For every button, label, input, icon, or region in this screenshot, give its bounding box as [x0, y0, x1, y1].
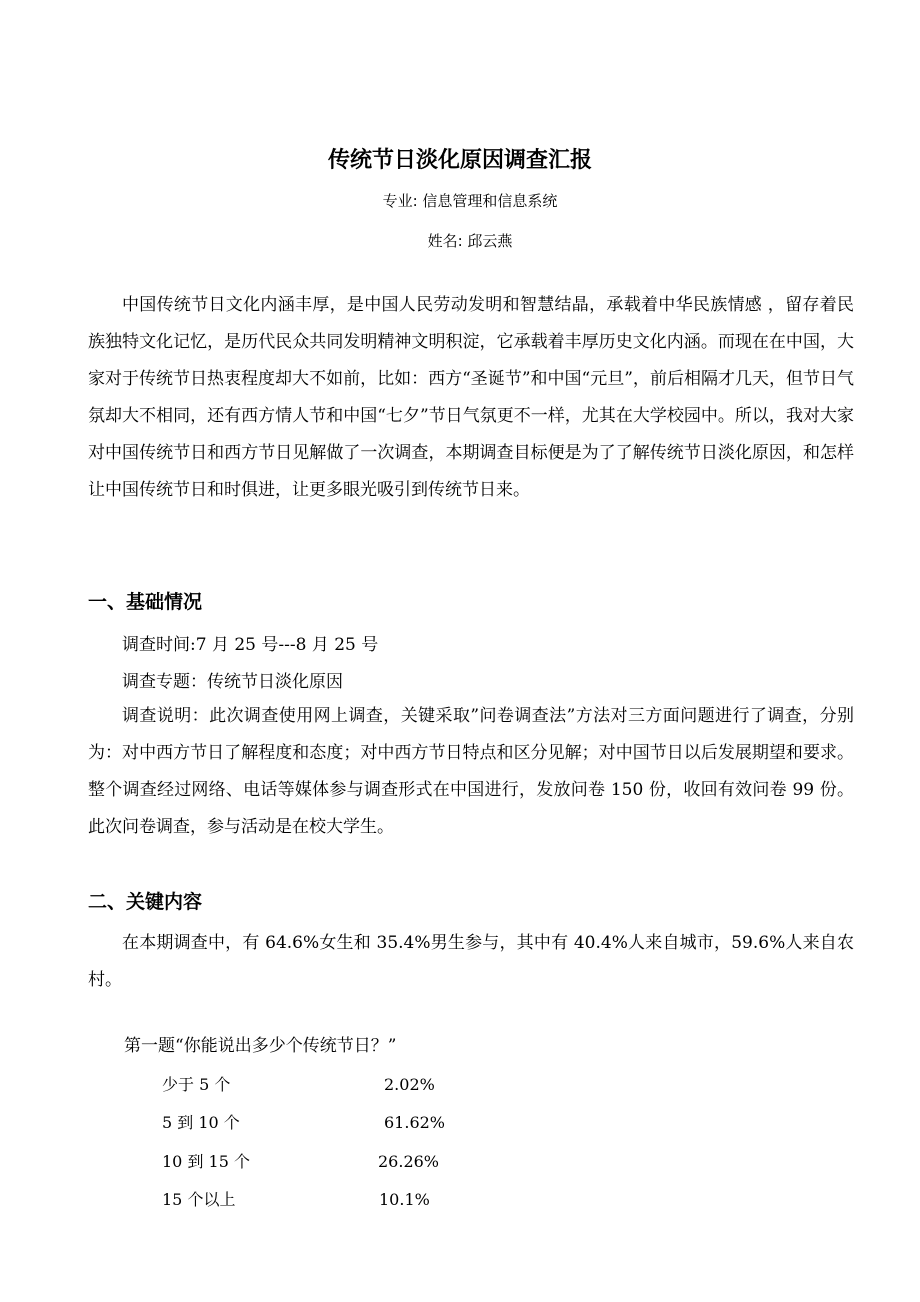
- major-line: 专业: 信息管理和信息系统: [382, 192, 558, 210]
- answer-percent: 26.26%: [378, 1152, 440, 1171]
- answer-row: [0, 1150, 920, 1174]
- answer-row: [0, 1073, 920, 1097]
- question-one: 第一题“你能说出多少个传统节日？”: [124, 1036, 397, 1056]
- answer-percent: 2.02%: [384, 1075, 435, 1094]
- answer-percent: 10.1%: [379, 1190, 430, 1209]
- survey-topic: 调查专题：传统节日淡化原因: [122, 672, 343, 692]
- answer-label: 15 个以上: [162, 1190, 236, 1209]
- answer-percent: 61.62%: [384, 1113, 446, 1132]
- survey-time: 调查时间:7 月 25 号---8 月 25 号: [122, 635, 379, 655]
- report-title: 传统节日淡化原因调查汇报: [327, 148, 592, 173]
- intro-paragraph: 中国传统节日文化内涵丰厚，是中国人民劳动发明和智慧结晶，承载着中华民族情感 ，留存着民族独特文化记忆，是历代民众共同发明精神文明积淀，它承载着丰厚历史文化内涵。而现在在中国，大家对于传统节日热衷程度却大不如前，比如：西方“圣诞节”和中国“元旦”，前后相隔才几天，但节日气氛却大不相同，还有西方情人节和中国“七夕”节日气氛更不一样，尤其在大学校园中。所以，我对大家对中国传统节日和西方节日见解做了一次调查，本期调查目标便是为了了解传统节日淡化原因，和怎样让中国传统节日和时俱进，让更多眼光吸引到传统节日来。: [88, 295, 854, 500]
- author-name-line: 姓名: 邱云燕: [427, 232, 513, 250]
- answer-label: 5 到 10 个: [162, 1113, 240, 1132]
- answer-label: 10 到 15 个: [162, 1152, 250, 1171]
- section-heading-basic-info: 一、基础情况: [88, 591, 203, 613]
- section-heading-key-content: 二、关键内容: [88, 891, 203, 913]
- survey-description: 调查说明：此次调查使用网上调查，关键采取”问卷调查法”方法对三方面问题进行了调查，分别为：对中西方节日了解程度和态度；对中西方节日特点和区分见解；对中国节日以后发展期望和要求。整个调查经过网络、电话等媒体参与调查形式在中国进行，发放问卷 150 份，收回有效问卷 99 份。此次问卷调查，参与活动是在校大学生。: [88, 706, 854, 837]
- answer-row: [0, 1111, 920, 1135]
- answer-row: [0, 1188, 920, 1212]
- key-content-paragraph: 在本期调查中，有 64.6%女生和 35.4%男生参与，其中有 40.4%人来自城市，59.6%人来自农村。: [88, 933, 854, 990]
- answer-label: 少于 5 个: [162, 1075, 231, 1094]
